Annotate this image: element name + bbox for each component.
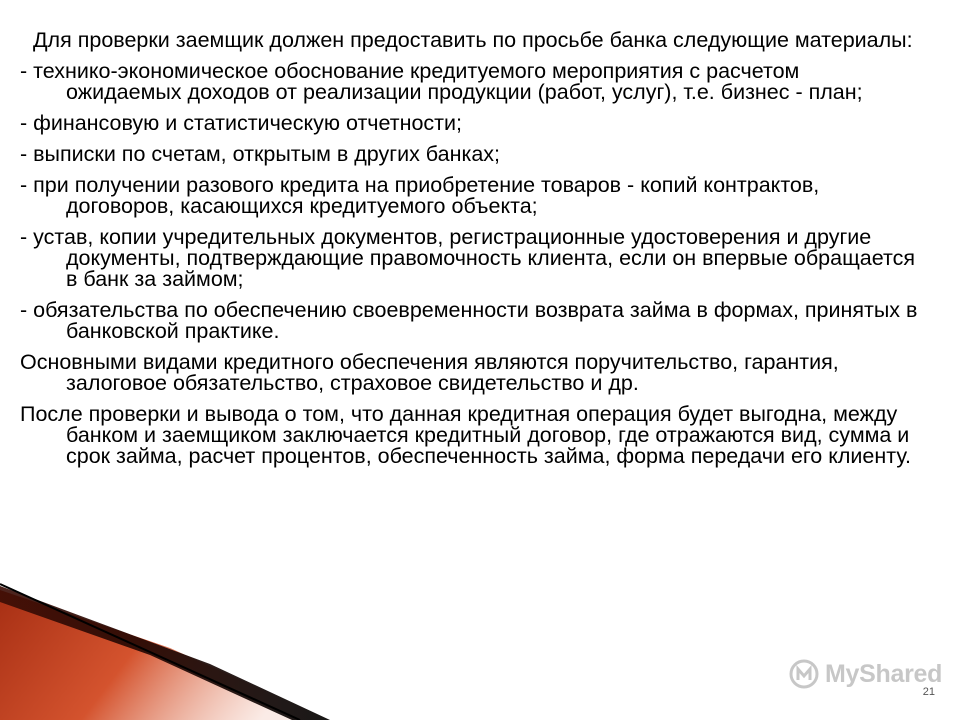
loan-agreement-paragraph: После проверки и вывода о том, что данная кредитная операция будет выгодна, между банком и заемщиком заключается кредитный договор, где отражаются вид, сумма и срок займа, расчет процентов, обеспеченность займа, форма передачи его клиенту. [20,402,911,468]
collateral-paragraph: Основными видами кредитного обеспечения являются поручительство, гарантия, залоговое обязательство, страховое свидетельство и др. [20,350,839,395]
myshared-logo-icon [789,659,819,689]
list-item-business-plan: - технико-экономическое обоснование кредитуемого мероприятия с расчетом ожидаемых доходов от реализации продукции (работ, услуг), т.е. бизнес - план; [20,59,863,104]
list-item-financial-reports: - финансовую и статистическую отчетности; [20,111,463,135]
watermark [789,656,942,692]
list-item-obligations: - обязательства по обеспечению своевременности возврата займа в формах, принятых в банковской практике. [20,298,918,343]
body-text [20,30,920,477]
watermark-text: MyShared [825,659,943,688]
list-item-account-statements: - выписки по счетам, открытым в других банках; [20,142,501,166]
intro-paragraph: Для проверки заемщик должен предоставить по просьбе банка следующие материалы: [33,28,913,52]
list-item-contracts: - при получении разового кредита на приобретение товаров - копий контрактов, договоров, касающихся кредитуемого объекта; [20,173,820,218]
page-number: 21 [922,686,935,698]
list-item-charter: - устав, копии учредительных документов, регистрационные удостоверения и другие документы, подтверждающие правомочность клиента, если он впервые обращается в банк за займом; [20,225,915,291]
